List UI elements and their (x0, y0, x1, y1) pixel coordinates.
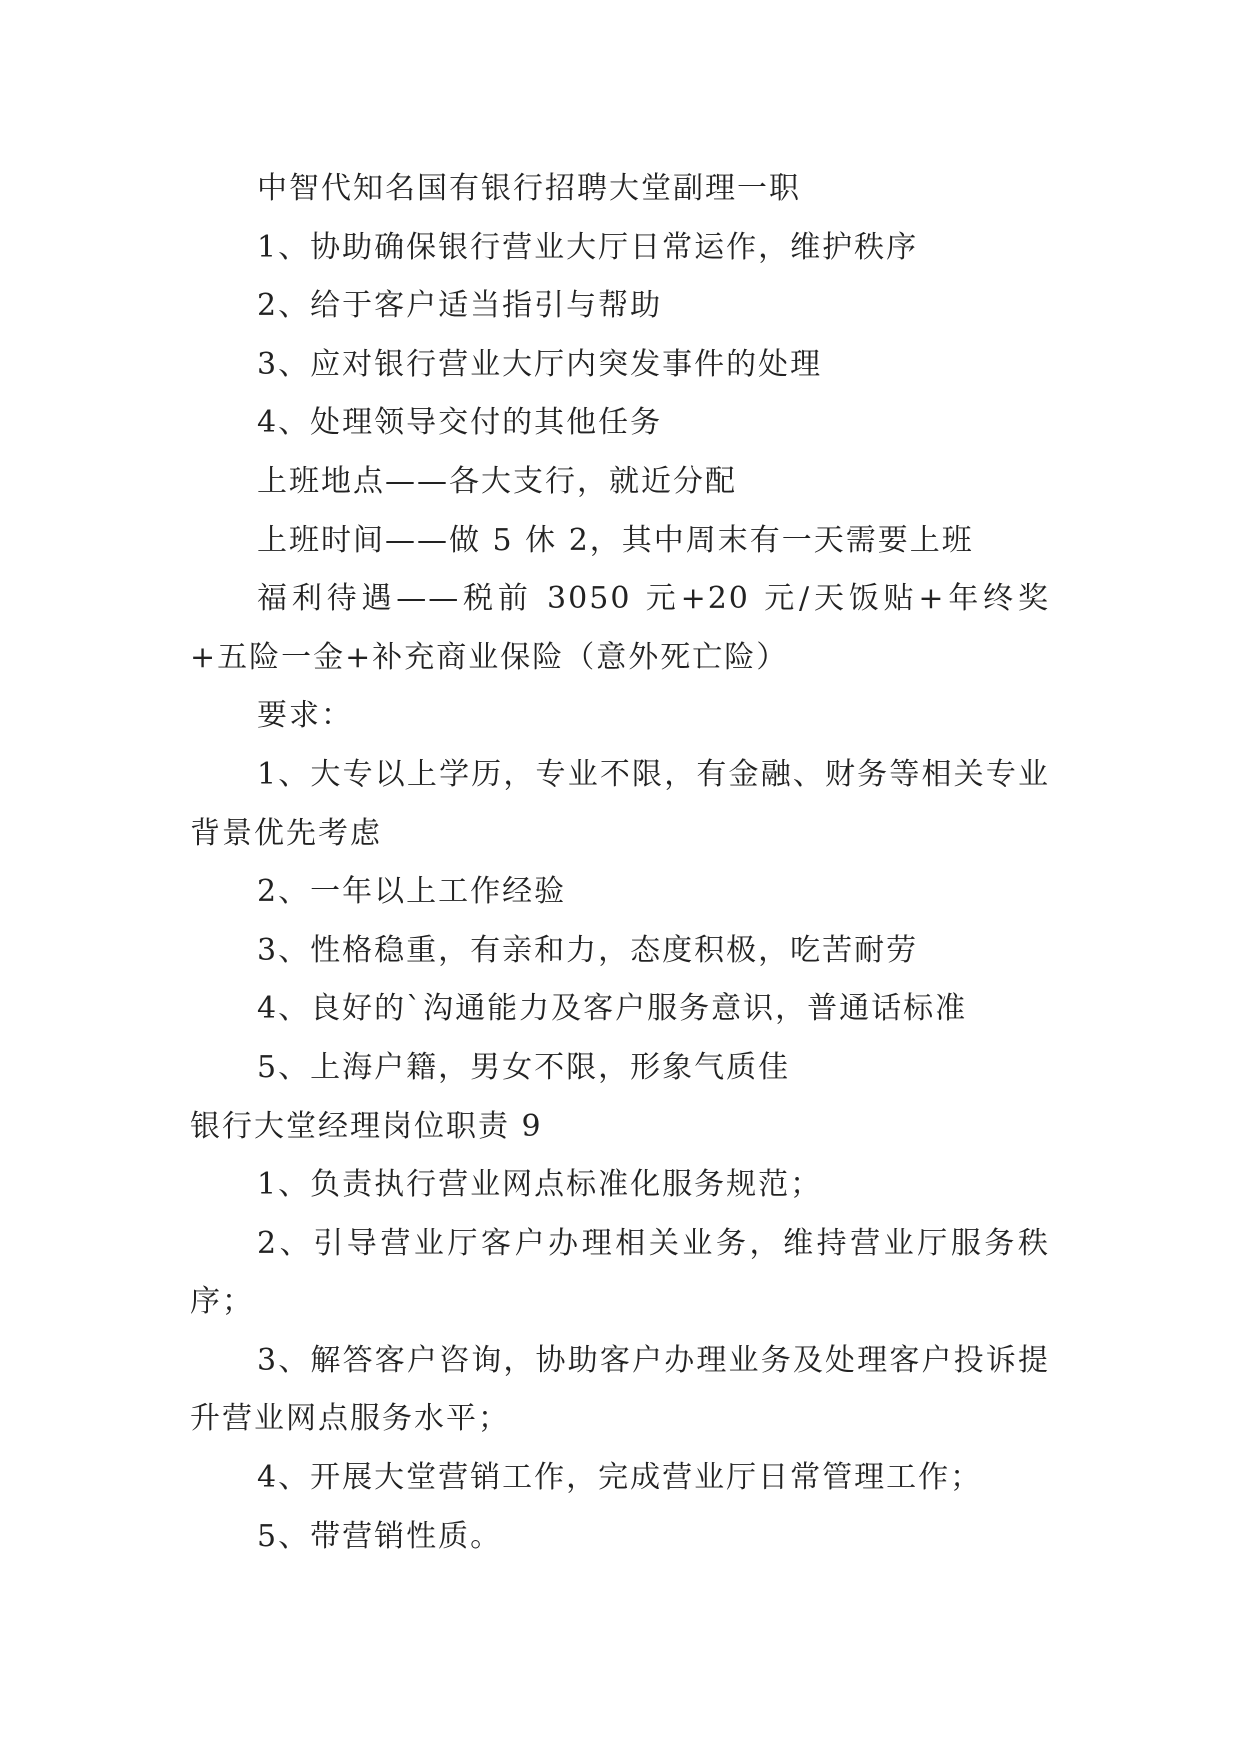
duty-item-3: 3、应对银行营业大厅内突发事件的处理 (257, 346, 823, 382)
requirement-item-2: 2、一年以上工作经验 (257, 874, 567, 910)
duty-item-4: 4、处理领导交付的其他任务 (257, 405, 663, 441)
duty-item-1: 1、协助确保银行营业大厅日常运作，维护秩序 (257, 229, 919, 265)
benefits-paragraph: 福利待遇——税前 3050 元+20 元/天饭贴+年终奖+五险一金+补充商业保险（意外死亡险） (190, 581, 1050, 675)
document-body (190, 160, 1050, 1566)
responsibility-item-4: 4、开展大堂营销工作，完成营业厅日常管理工作； (257, 1460, 983, 1496)
responsibility-item-3: 3、解答客户咨询，协助客户办理业务及处理客户投诉提升营业网点服务水平； (190, 1342, 1050, 1437)
requirement-item-1: 1、大专以上学历，专业不限，有金融、财务等相关专业背景优先考虑 (190, 756, 1050, 851)
work-location-line: 上班地点——各大支行，就近分配 (257, 463, 737, 499)
requirement-item-3: 3、性格稳重，有亲和力，态度积极，吃苦耐劳 (257, 932, 919, 968)
responsibility-item-5: 5、带营销性质。 (257, 1518, 503, 1554)
responsibility-item-2: 2、引导营业厅客户办理相关业务，维持营业厅服务秩序； (190, 1225, 1050, 1320)
work-hours-line: 上班时间——做 5 休 2，其中周末有一天需要上班 (257, 522, 974, 558)
duty-item-2: 2、给于客户适当指引与帮助 (257, 288, 663, 324)
section-heading: 银行大堂经理岗位职责 9 (190, 1108, 543, 1144)
requirements-heading: 要求： (257, 698, 353, 734)
job-title-line: 中智代知名国有银行招聘大堂副理一职 (257, 171, 801, 206)
responsibility-item-1: 1、负责执行营业网点标准化服务规范； (257, 1167, 823, 1203)
requirement-item-4: 4、良好的`沟通能力及客户服务意识，普通话标准 (257, 991, 968, 1027)
requirement-item-5: 5、上海户籍，男女不限，形象气质佳 (257, 1049, 791, 1085)
